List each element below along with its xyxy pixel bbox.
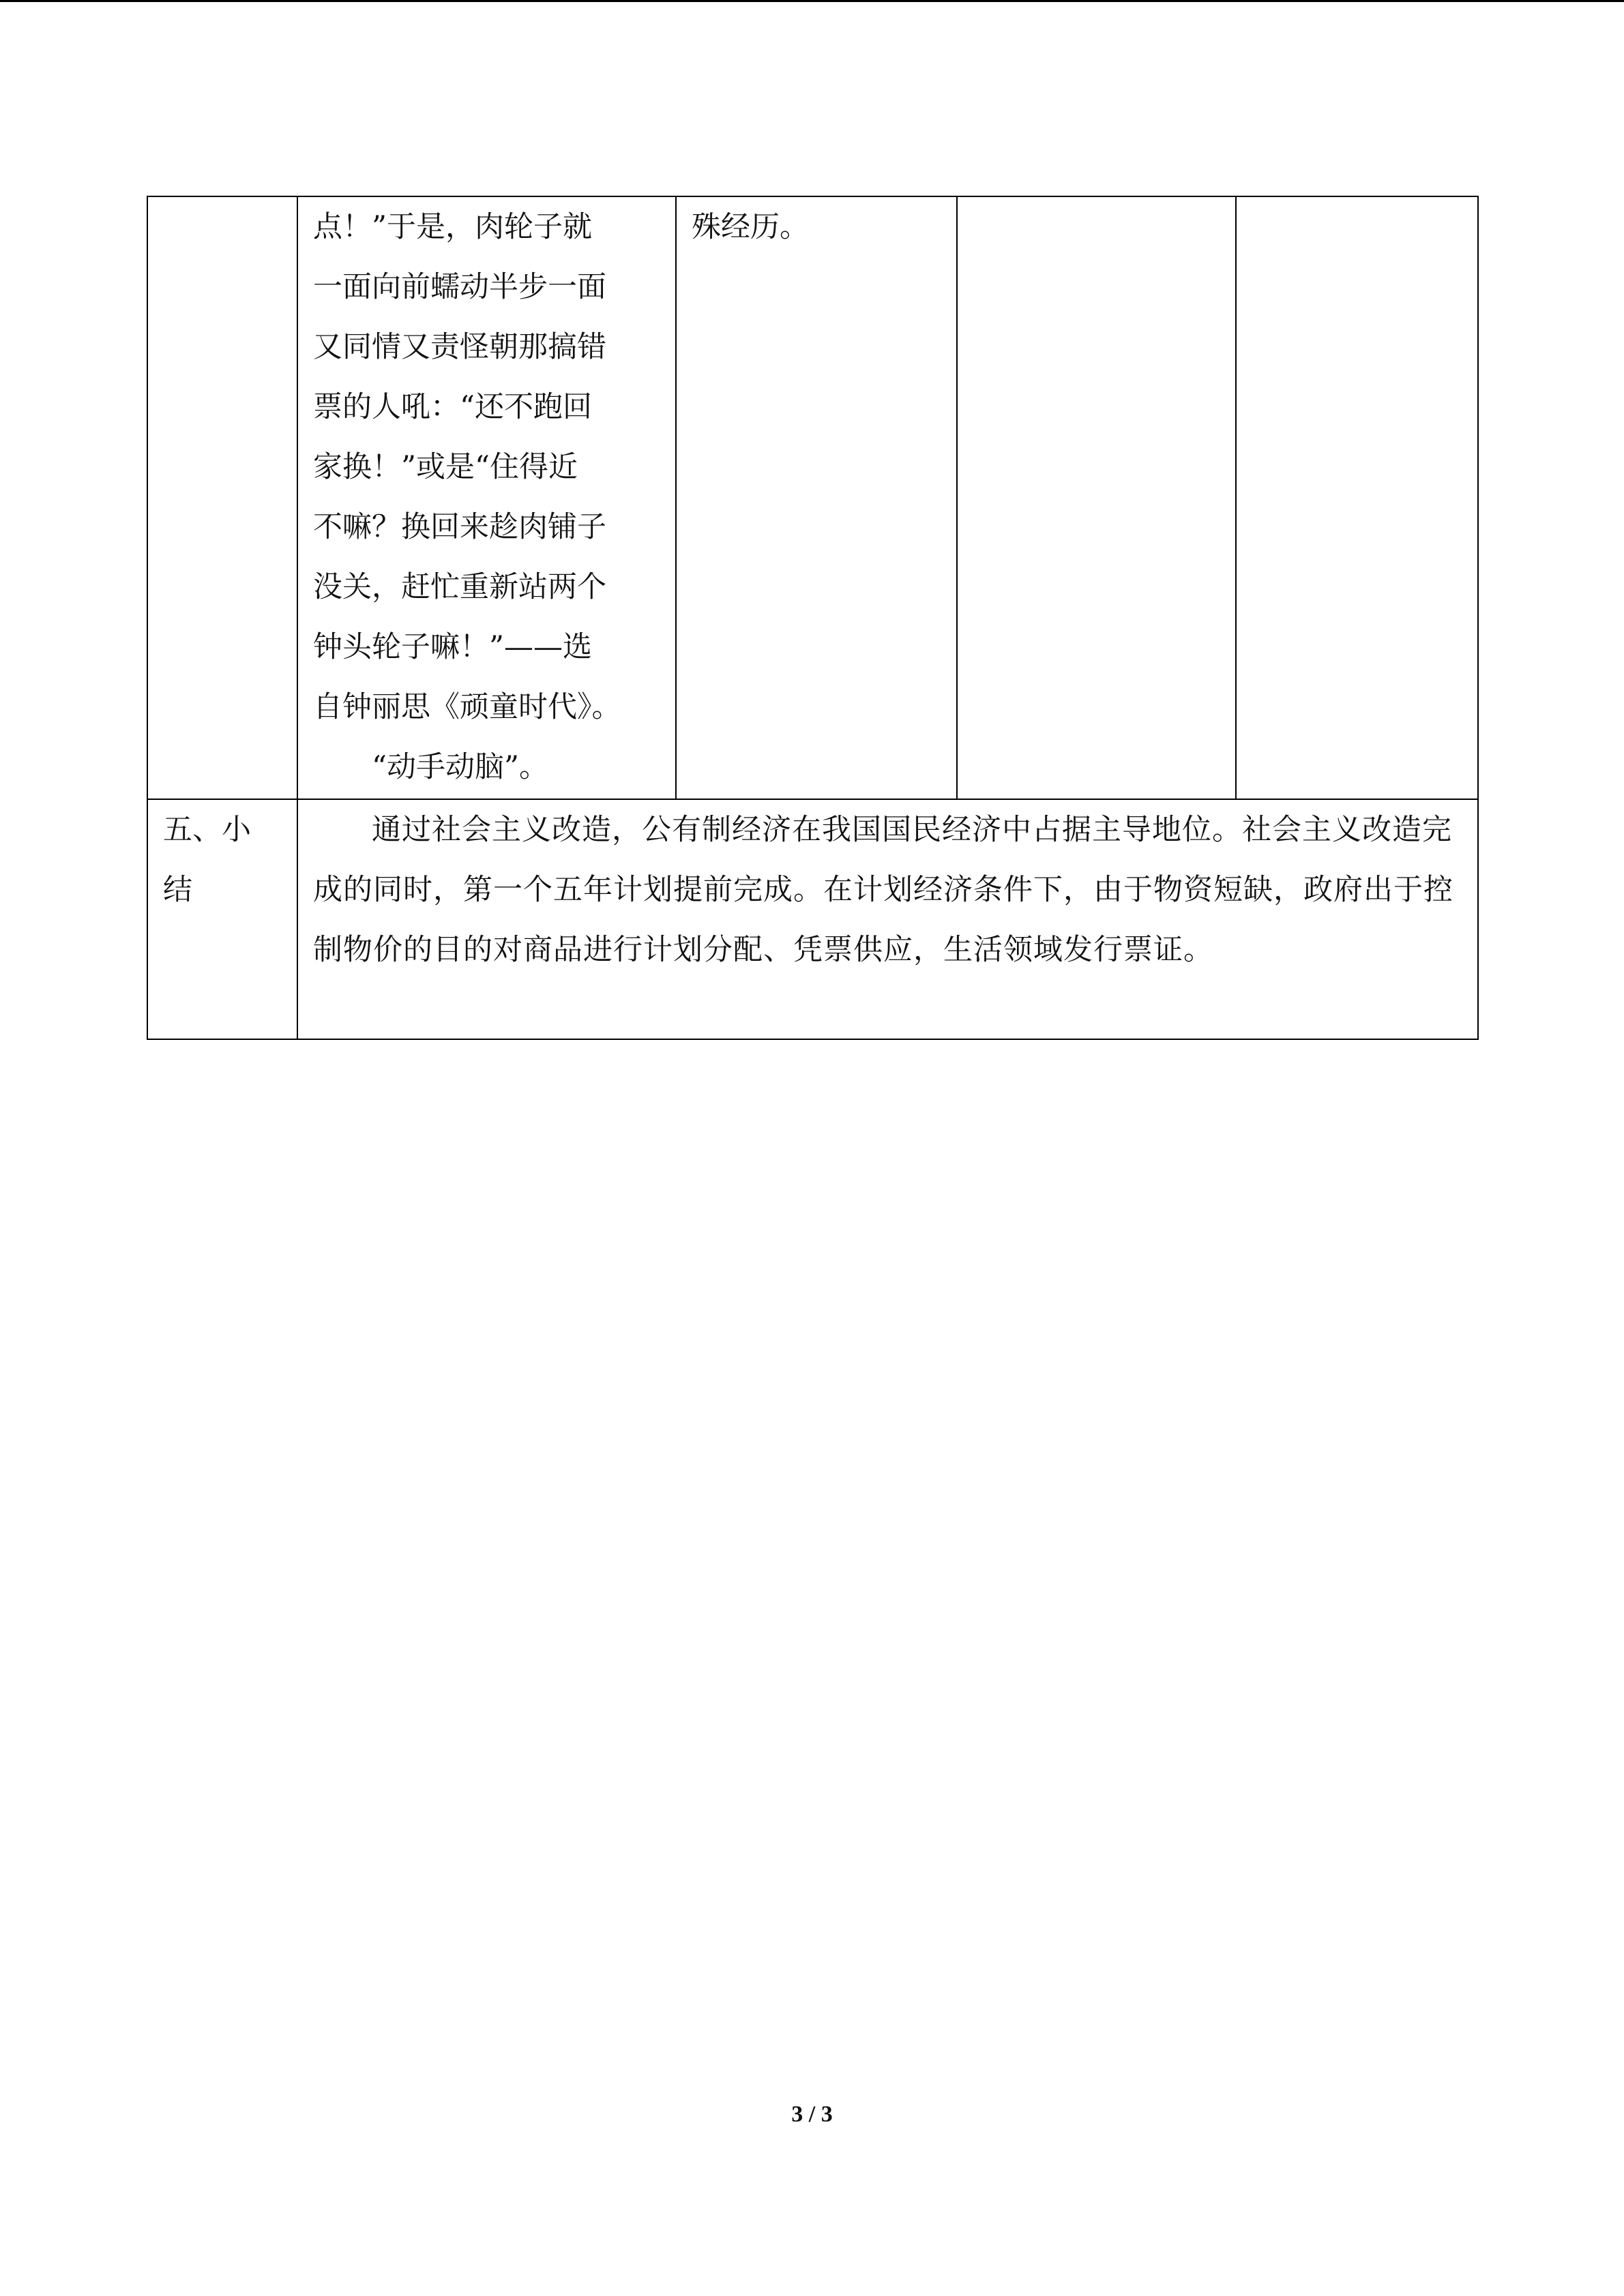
page-number: 3 / 3 [791, 2102, 833, 2127]
section-cell: 五、小 结 [147, 799, 297, 1039]
teacher-activity-cell [957, 196, 1236, 799]
table-row [147, 799, 1478, 1039]
summary-cell: 通过社会主义改造，公有制经济在我国国民经济中占据主导地位。社会主义改造完成的同时，第一个五年计划提前完成。在计划经济条件下，由于物资短缺，政府出于控制物价的目的对商品进行计划分配、凭票供应，生活领域发行票证。 [297, 799, 1478, 1039]
material-cell: 点！”于是，肉轮子就 一面向前蠕动半步一面 又同情又责怪朝那搞错 票的人吼：“还不跑回 家换！”或是“住得近 不嘛？换回来趁肉铺子 没关，赶忙重新站两个 钟头轮子嘛！”——选 自钟丽思《顽童时代》。 “动手动脑”。 [297, 196, 676, 799]
purpose-cell: 殊经历。 [676, 196, 957, 799]
page-top-border [0, 0, 1624, 2]
section-cell [147, 196, 297, 799]
student-activity-cell [1236, 196, 1478, 799]
table-row [147, 196, 1478, 799]
lesson-plan-table [147, 196, 1479, 1040]
